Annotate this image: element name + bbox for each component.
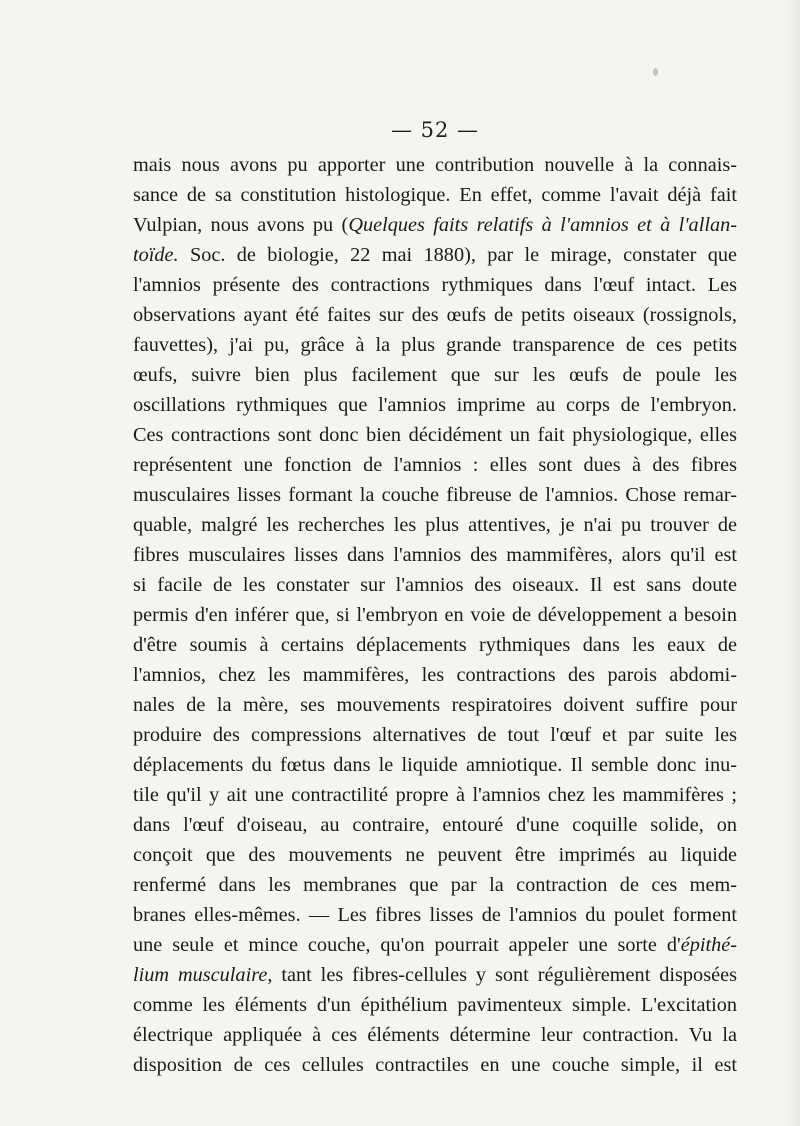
- text-segment: quable, malgré les recherches les plus attentives, je n'ai pu trouver de: [133, 514, 737, 536]
- text-line: [133, 870, 737, 900]
- text-segment: Ces contractions sont donc bien décidément un fait physiologique, elles: [133, 424, 737, 446]
- text-segment: l'amnios, chez les mammifères, les contractions des parois abdomi-: [133, 664, 737, 686]
- text-line: [133, 600, 737, 630]
- text-segment: observations ayant été faites sur des œufs de petits oiseaux (rossignols,: [133, 304, 737, 326]
- text-segment: œufs, suivre bien plus facilement que sur les œufs de poule les: [133, 364, 737, 386]
- text-segment: permis d'en inférer que, si l'embryon en voie de développement a besoin: [133, 604, 737, 626]
- text-line: [133, 360, 737, 390]
- text-segment: représentent une fonction de l'amnios : elles sont dues à des fibres: [133, 454, 737, 476]
- paper-speck: [653, 68, 658, 76]
- text-line: [133, 270, 737, 300]
- text-segment: une seule et mince couche, qu'on pourrait appeler une sorte d': [133, 934, 681, 956]
- text-line: [133, 540, 737, 570]
- text-segment: électrique appliquée à ces éléments détermine leur contraction. Vu la: [133, 1024, 737, 1046]
- text-line: [133, 750, 737, 780]
- text-segment: produire des compressions alternatives de tout l'œuf et par suite les: [133, 724, 737, 746]
- text-segment: d'être soumis à certains déplacements rythmiques dans les eaux de: [133, 634, 737, 656]
- text-line: [133, 840, 737, 870]
- text-line: [133, 390, 737, 420]
- page-number: — 52 —: [390, 118, 480, 142]
- text-line: [133, 1020, 737, 1050]
- text-segment: tile qu'il y ait une contractilité propre à l'amnios chez les mammifères ;: [133, 784, 737, 806]
- text-line: [133, 930, 737, 960]
- italic-text-segment: Quelques faits relatifs à l'amnios et à l'allan-: [348, 214, 737, 236]
- text-line: [133, 990, 737, 1020]
- italic-text-segment: épithé-: [680, 934, 737, 956]
- text-segment: disposition de ces cellules contractiles en une couche simple, il est: [133, 1054, 737, 1076]
- text-line: [133, 450, 737, 480]
- text-line: [133, 330, 737, 360]
- text-segment: Soc. de biologie, 22 mai 1880), par le mirage, constater que: [178, 244, 737, 266]
- text-segment: conçoit que des mouvements ne peuvent être imprimés au liquide: [133, 844, 737, 866]
- text-segment: , tant les fibres-cellules y sont régulièrement disposées: [267, 964, 737, 986]
- text-line: [133, 180, 737, 210]
- text-line: [133, 150, 737, 180]
- italic-text-segment: toïde.: [133, 244, 179, 266]
- text-line: [133, 780, 737, 810]
- text-segment: mais nous avons pu apporter une contribution nouvelle à la connais-: [133, 154, 737, 176]
- text-line: [133, 570, 737, 600]
- text-segment: fibres musculaires lisses dans l'amnios des mammifères, alors qu'il est: [133, 544, 737, 566]
- text-line: [133, 1050, 737, 1080]
- body-text: [133, 150, 737, 1080]
- text-segment: sance de sa constitution histologique. En effet, comme l'avait déjà fait: [133, 184, 737, 206]
- text-segment: renfermé dans les membranes que par la contraction de ces mem-: [133, 874, 737, 896]
- text-segment: musculaires lisses formant la couche fibreuse de l'amnios. Chose remar-: [133, 484, 737, 506]
- text-line: [133, 960, 737, 990]
- text-segment: nales de la mère, ses mouvements respiratoires doivent suffire pour: [133, 694, 737, 716]
- text-segment: branes elles-mêmes. — Les fibres lisses de l'amnios du poulet forment: [133, 904, 737, 926]
- text-line: [133, 420, 737, 450]
- page-edge-shadow: [786, 0, 800, 1126]
- text-line: [133, 690, 737, 720]
- italic-text-segment: lium musculaire: [133, 964, 268, 986]
- text-line: [133, 900, 737, 930]
- text-segment: déplacements du fœtus dans le liquide amniotique. Il semble donc inu-: [133, 754, 737, 776]
- text-line: [133, 810, 737, 840]
- text-segment: fauvettes), j'ai pu, grâce à la plus grande transparence de ces petits: [133, 334, 737, 356]
- text-line: [133, 660, 737, 690]
- text-segment: oscillations rythmiques que l'amnios imprime au corps de l'embryon.: [133, 394, 737, 416]
- text-line: [133, 630, 737, 660]
- text-line: [133, 300, 737, 330]
- text-segment: l'amnios présente des contractions rythmiques dans l'œuf intact. Les: [133, 274, 737, 296]
- text-segment: comme les éléments d'un épithélium pavimenteux simple. L'excitation: [133, 994, 737, 1016]
- text-segment: Vulpian, nous avons pu (: [133, 214, 349, 236]
- text-line: [133, 240, 737, 270]
- text-line: [133, 510, 737, 540]
- text-segment: si facile de les constater sur l'amnios des oiseaux. Il est sans doute: [133, 574, 737, 596]
- text-line: [133, 720, 737, 750]
- text-line: [133, 480, 737, 510]
- text-segment: dans l'œuf d'oiseau, au contraire, entouré d'une coquille solide, on: [133, 814, 737, 836]
- text-line: [133, 210, 737, 240]
